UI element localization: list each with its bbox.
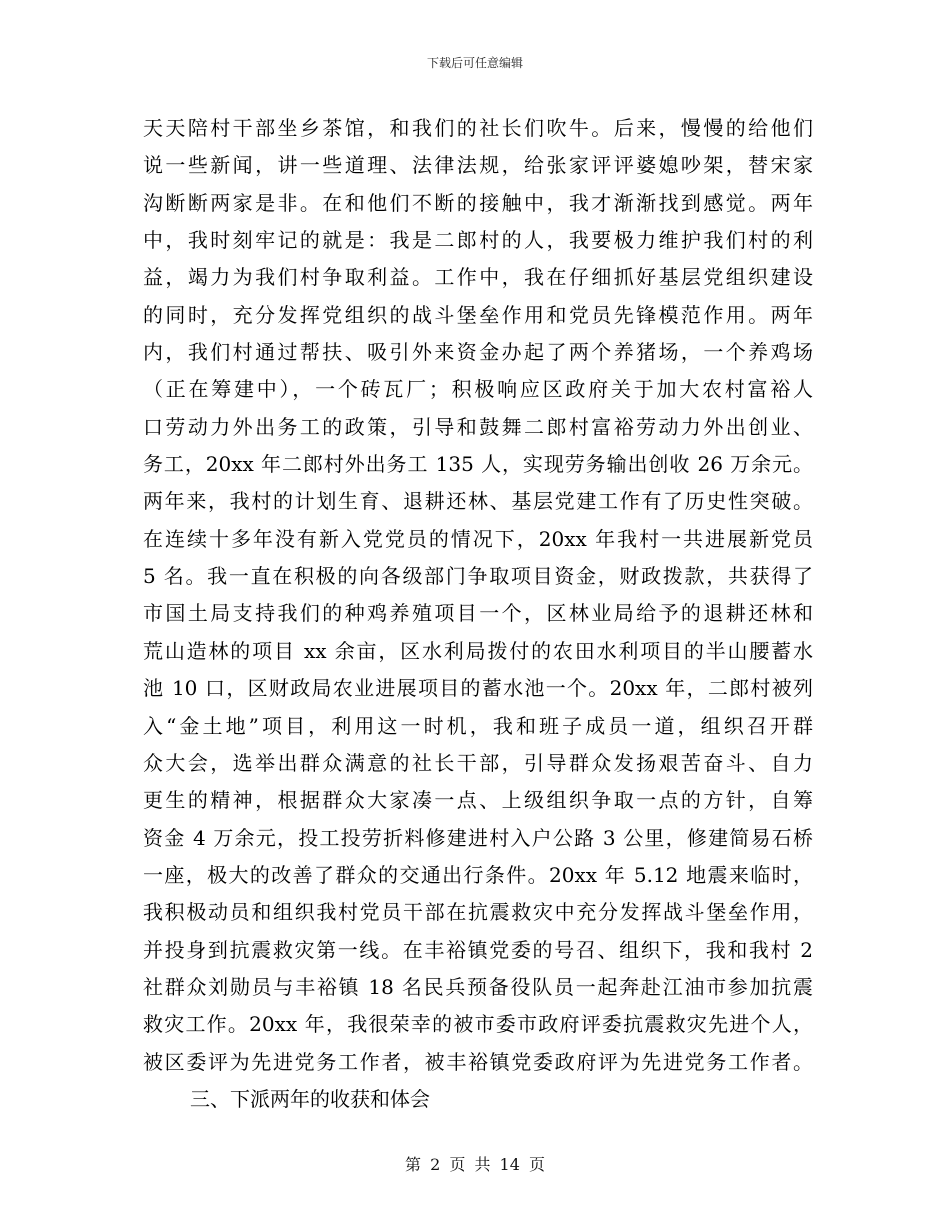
body-line: 一座，极大的改善了群众的交通出行条件。20xx 年 5.12 地震来临时， <box>143 862 813 887</box>
body-line: 更生的精神，根据群众大家凑一点、上级组织争取一点的方针，自筹 <box>143 788 813 813</box>
body-line: 我积极动员和组织我村党员干部在抗震救灾中充分发挥战斗堡垒作用， <box>143 900 813 925</box>
section-heading: 三、下派两年的收获和体会 <box>190 1086 430 1111</box>
body-line: 说一些新闻，讲一些道理、法律法规，给张家评评婆媳吵架，替宋家 <box>143 153 813 178</box>
body-line: 资金 4 万余元，投工投劳折料修建进村入户公路 3 公里，修建简易石桥 <box>143 825 813 850</box>
body-line: 益，竭力为我们村争取利益。工作中，我在仔细抓好基层党组织建设 <box>143 265 813 290</box>
body-line: 被区委评为先进党务工作者，被丰裕镇党委政府评为先进党务工作者。 <box>143 1049 813 1074</box>
body-line: 中，我时刻牢记的就是：我是二郎村的人，我要极力维护我们村的利 <box>143 228 813 253</box>
body-line: 众大会，选举出群众满意的社长干部，引导群众发扬艰苦奋斗、自力 <box>143 750 813 775</box>
body-line: 天天陪村干部坐乡茶馆，和我们的社长们吹牛。后来，慢慢的给他们 <box>143 116 813 140</box>
body-text <box>143 110 813 1118</box>
body-line: 市国土局支持我们的种鸡养殖项目一个，区林业局给予的退耕还林和 <box>143 601 813 626</box>
body-line: 入“金土地”项目，利用这一时机，我和班子成员一道，组织召开群 <box>143 713 813 738</box>
body-line: 内，我们村通过帮扶、吸引外来资金办起了两个养猪场，一个养鸡场 <box>143 340 813 365</box>
body-line: 在连续十多年没有新入党党员的情况下，20xx 年我村一共进展新党员 <box>143 526 813 551</box>
body-line: 沟断断两家是非。在和他们不断的接触中，我才渐渐找到感觉。两年 <box>143 190 813 215</box>
body-line: 口劳动力外出务工的政策，引导和鼓舞二郎村富裕劳动力外出创业、 <box>143 414 813 439</box>
body-line: 务工，20xx 年二郎村外出务工 135 人，实现劳务输出创收 26 万余元。 <box>143 452 813 477</box>
body-line: 救灾工作。20xx 年，我很荣幸的被市委市政府评委抗震救灾先进个人， <box>143 1012 813 1037</box>
body-line: 的同时，充分发挥党组织的战斗堡垒作用和党员先锋模范作用。两年 <box>143 302 813 327</box>
body-line: 5 名。我一直在积极的向各级部门争取项目资金，财政拨款，共获得了 <box>143 564 813 589</box>
body-line: 两年来，我村的计划生育、退耕还林、基层党建工作有了历史性突破。 <box>143 489 813 514</box>
page-header: 下载后可任意编辑 <box>426 56 523 70</box>
body-line: 池 10 口，区财政局农业进展项目的蓄水池一个。20xx 年，二郎村被列 <box>143 676 813 701</box>
page-footer: 第 2 页 共 14 页 <box>405 1155 545 1174</box>
body-line: 荒山造林的项目 xx 余亩，区水利局拨付的农田水利项目的半山腰蓄水 <box>143 638 813 663</box>
body-line: 并投身到抗震救灾第一线。在丰裕镇党委的号召、组织下，我和我村 2 <box>143 937 813 962</box>
body-line: （正在筹建中），一个砖瓦厂；积极响应区政府关于加大农村富裕人 <box>143 377 813 402</box>
body-line: 社群众刘勋员与丰裕镇 18 名民兵预备役队员一起奔赴江油市参加抗震 <box>143 974 813 999</box>
